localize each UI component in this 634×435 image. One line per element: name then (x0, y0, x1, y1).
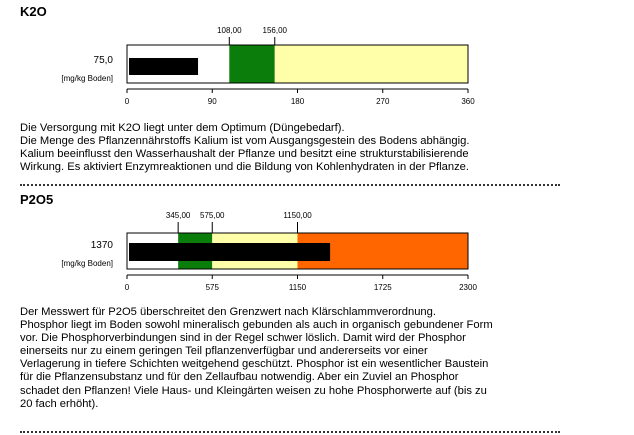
section-divider (20, 184, 560, 186)
p2o5-text-line: schadet den Pflanzen! Viele Haus- und Kleingärten weisen zu hohe Phosphorwerte auf (bis zu (20, 384, 487, 397)
k2o-axis-tick-label: 90 (207, 97, 217, 106)
p2o5-axis-tick-label: 0 (124, 283, 130, 292)
k2o-text-line: Die Versorgung mit K2O liegt unter dem Optimum (Düngebedarf). (20, 122, 345, 134)
p2o5-text-line: Der Messwert für P2O5 überschreitet den Grenzwert nach Klärschlammverordnung. (20, 306, 436, 318)
k2o-description (20, 122, 560, 174)
p2o5-heading: P2O5 (20, 192, 54, 207)
p2o5-text-line: für die Pflanzensubstanz und für den Zellaufbau notwendig. Aber ein Zuviel an Phosphor (20, 371, 459, 384)
p2o5-text-line: einerseits nur zu einem geringen Teil pflanzenverfügbar und andererseits vor einer (20, 345, 428, 358)
k2o-text-line: Wirkung. Es aktiviert Enzymreaktionen und die Bildung von Kohlenhydraten in der Pflanze. (20, 161, 469, 174)
k2o-unit: [mg/kg Boden] (61, 74, 113, 83)
k2o-axis-tick-label: 0 (124, 97, 130, 106)
k2o-text-line: Kalium beeinflusst den Wasserhaushalt der Pflanze und besitzt eine strukturstabilisierende (20, 148, 469, 161)
k2o-gauge (0, 20, 634, 106)
p2o5-value: 1370 (90, 240, 113, 251)
k2o-heading: K2O (20, 4, 47, 19)
k2o-threshold-label: 108,00 (217, 26, 242, 35)
p2o5-text-line: 20 fach erhöht). (20, 397, 99, 410)
k2o-text-line: Die Menge des Pflanzennährstoffs Kalium ist vom Ausgangsgestein des Bodens abhängig. (20, 135, 470, 148)
p2o5-axis-tick-label: 1725 (373, 283, 392, 292)
p2o5-text-line: Phosphor liegt im Boden sowohl mineralisch gebunden als auch in organisch gebundener Form (20, 319, 493, 332)
k2o-value: 75,0 (93, 55, 113, 66)
p2o5-threshold-label: 345,00 (165, 211, 191, 220)
k2o-axis-tick-label: 270 (376, 97, 390, 106)
p2o5-description (20, 306, 560, 411)
p2o5-value-bar (129, 243, 330, 261)
p2o5-unit: [mg/kg Boden] (61, 259, 113, 268)
p2o5-axis-tick-label: 575 (205, 283, 219, 292)
p2o5-axis-tick-label: 2300 (459, 283, 477, 292)
k2o-zone (275, 45, 468, 83)
p2o5-threshold-label: 1150,00 (283, 211, 312, 220)
section-divider (20, 431, 560, 433)
k2o-threshold-label: 156,00 (262, 26, 288, 35)
k2o-axis-tick-label: 180 (290, 97, 305, 106)
p2o5-text-line: Verlagerung in tiefere Schichten weitgehend geschützt. Phosphor ist ein wesentlicher Baustein (20, 358, 489, 371)
p2o5-threshold-label: 575,00 (200, 211, 225, 220)
p2o5-text-line: vor. Die Phosphorverbindungen sind in der Regel schwer löslich. Damit wird der Phosphor (20, 332, 466, 345)
p2o5-axis-tick-label: 1150 (288, 283, 307, 292)
k2o-value-bar (129, 58, 198, 75)
k2o-axis-tick-label: 360 (461, 97, 475, 106)
p2o5-gauge (0, 205, 634, 295)
k2o-zone (229, 45, 274, 83)
